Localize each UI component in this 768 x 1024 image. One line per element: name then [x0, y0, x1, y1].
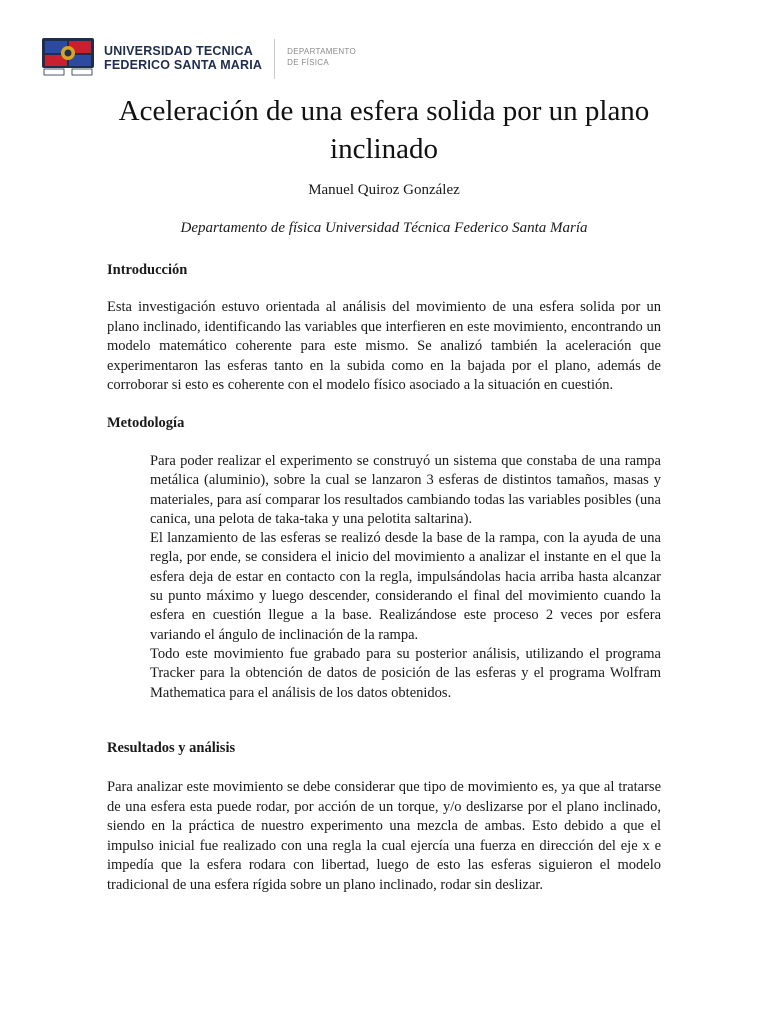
method-paragraphs	[150, 452, 661, 703]
university-name-line2: FEDERICO SANTA MARIA	[104, 58, 263, 72]
university-header	[40, 37, 356, 79]
university-name	[104, 44, 262, 72]
author-name: Manuel Quiroz González	[308, 182, 460, 198]
intro-paragraph: Esta investigación estuvo orientada al análisis del movimiento de una esfera solida por un plano inclinado, identificando las variables que interfieren en este movimiento, encontrando un modelo matemático coherente para este mismo. Se analizó también la aceleración que experimentaron las esferas tanto en la subida como en la bajada por el plano, además de corroborar si esto es coherente con el modelo físico asociado a la situación en cuestión.	[107, 299, 661, 394]
department-name	[287, 46, 356, 68]
method-heading: Metodología	[107, 415, 185, 431]
method-paragraph-2: El lanzamiento de las esferas se realizó desde la base de la rampa, con la ayuda de una regla, por ende, se considera el inicio del movimiento a analizar el instante en el que la esfera deja de estar en contacto con la regla, impulsándolas hacia arriba hasta alcanzar su punto máximo y luego descender, considerando el final del movimiento cuando la esfera en cuestión llegue a la base. Realizándose este proceso 2 veces por esfera variando el ángulo de inclinación de la rampa.	[150, 530, 661, 643]
university-name-line1: UNIVERSIDAD TECNICA	[104, 44, 253, 58]
results-heading: Resultados y análisis	[107, 740, 236, 756]
department-line1: DEPARTAMENTO	[287, 47, 356, 56]
method-paragraph-3: Todo este movimiento fue grabado para su posterior análisis, utilizando el programa Tracker para la obtención de datos de posición de las esferas y el programa Wolfram Mathematica para el análisis de los datos obtenidos.	[150, 645, 661, 701]
method-paragraph-1: Para poder realizar el experimento se construyó un sistema que constaba de una rampa metálica (aluminio), sobre la cual se lanzaron 3 esferas de distintos tamaños, masas y materiales, para así comparar los resultados cambiando todas las variables posibles (una canica, una pelota de taka-taka y una pelotita saltarina).	[150, 453, 661, 527]
header-divider	[274, 39, 275, 79]
intro-heading: Introducción	[107, 262, 188, 278]
author-affiliation: Departamento de física Universidad Técnica Federico Santa María	[180, 220, 588, 236]
results-paragraph: Para analizar este movimiento se debe considerar que tipo de movimiento es, ya que al tratarse de una esfera esta puede rodar, por acción de un torque, y/o deslizarse por el plano inclinado, siendo en la práctica de nuestro experimento una mezcla de ambas. Esto debido a que el impulso inicial fue realizado con una regla la cual ejercía una fuerza en dirección del eje x e impedía que la esfera rodara con libertad, luego de esto las esferas siguieron el modelo tradicional de una esfera rígida sobre un plano inclinado, rodar sin deslizar.	[107, 779, 661, 893]
department-line2: DE FÍSICA	[287, 58, 329, 67]
document-title: Aceleración de una esfera solida por un plano inclinado	[118, 95, 650, 165]
university-crest-logo	[40, 37, 96, 77]
